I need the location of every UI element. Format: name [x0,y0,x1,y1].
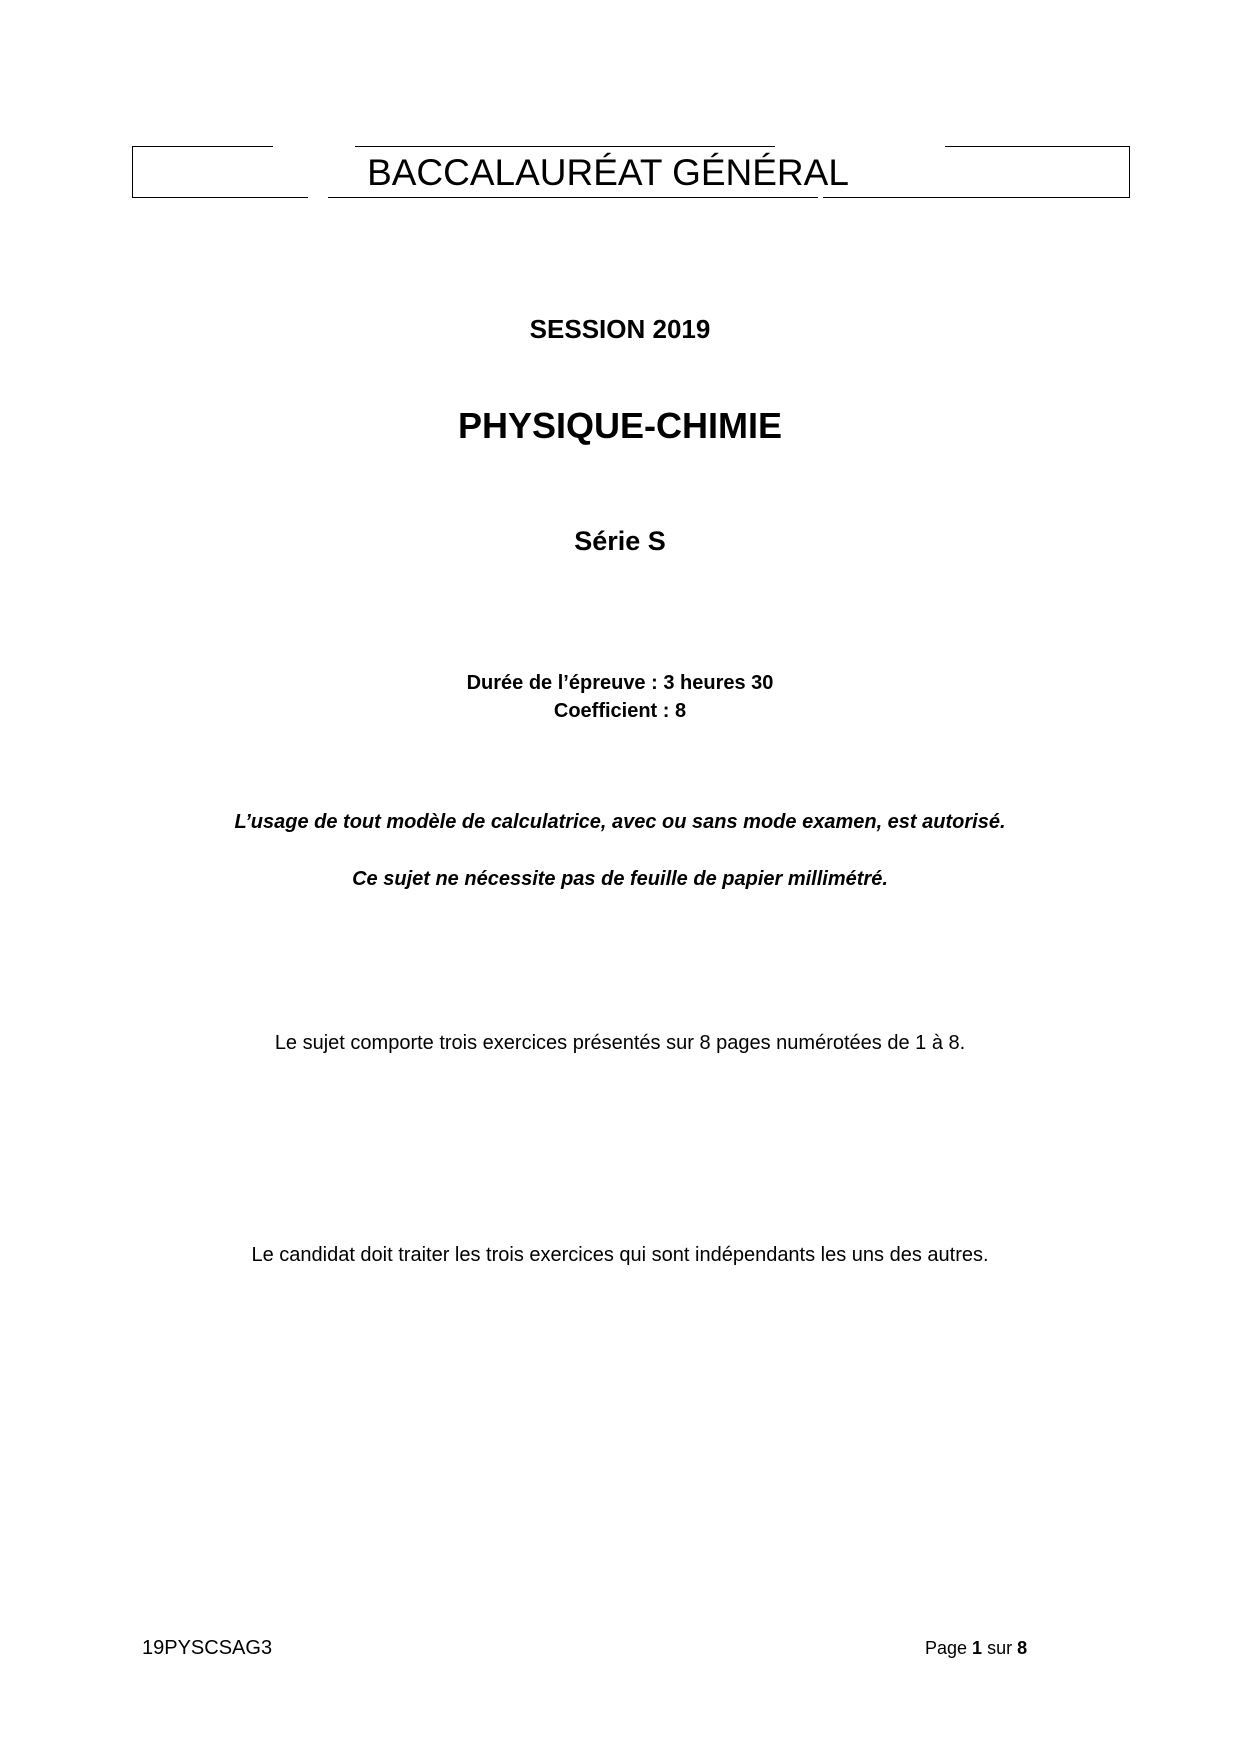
border-line [823,197,1129,198]
session: SESSION 2019 [529,314,711,344]
border-line [133,146,273,147]
border-line [328,197,818,198]
page-number [925,1638,1027,1659]
calculator-notice: L’usage de tout modèle de calculatrice, avec ou sans mode examen, est autorisé. [234,811,1006,833]
page-current: 1 [972,1638,983,1658]
page-total: 8 [1017,1638,1028,1658]
page-title: BACCALAURÉAT GÉNÉRAL [367,152,849,193]
exam-coefficient: Coefficient : 8 [553,700,687,722]
serie: Série S [574,526,666,556]
subject-code: 19PYSCSAG3 [142,1637,273,1659]
border-line [945,146,1129,147]
candidate-instruction: Le candidat doit traiter les trois exercices qui sont indépendants les uns des autres. [251,1244,989,1266]
exam-duration: Durée de l’épreuve : 3 heures 30 [466,672,774,694]
border-line [133,197,308,198]
page-prefix: Page [925,1638,973,1658]
page-mid: sur [982,1638,1018,1658]
border-line [355,146,775,147]
graph-paper-notice: Ce sujet ne nécessite pas de feuille de papier millimétré. [352,868,888,890]
subject: PHYSIQUE-CHIMIE [457,405,783,446]
subject-description: Le sujet comporte trois exercices présentés sur 8 pages numérotées de 1 à 8. [274,1032,966,1054]
